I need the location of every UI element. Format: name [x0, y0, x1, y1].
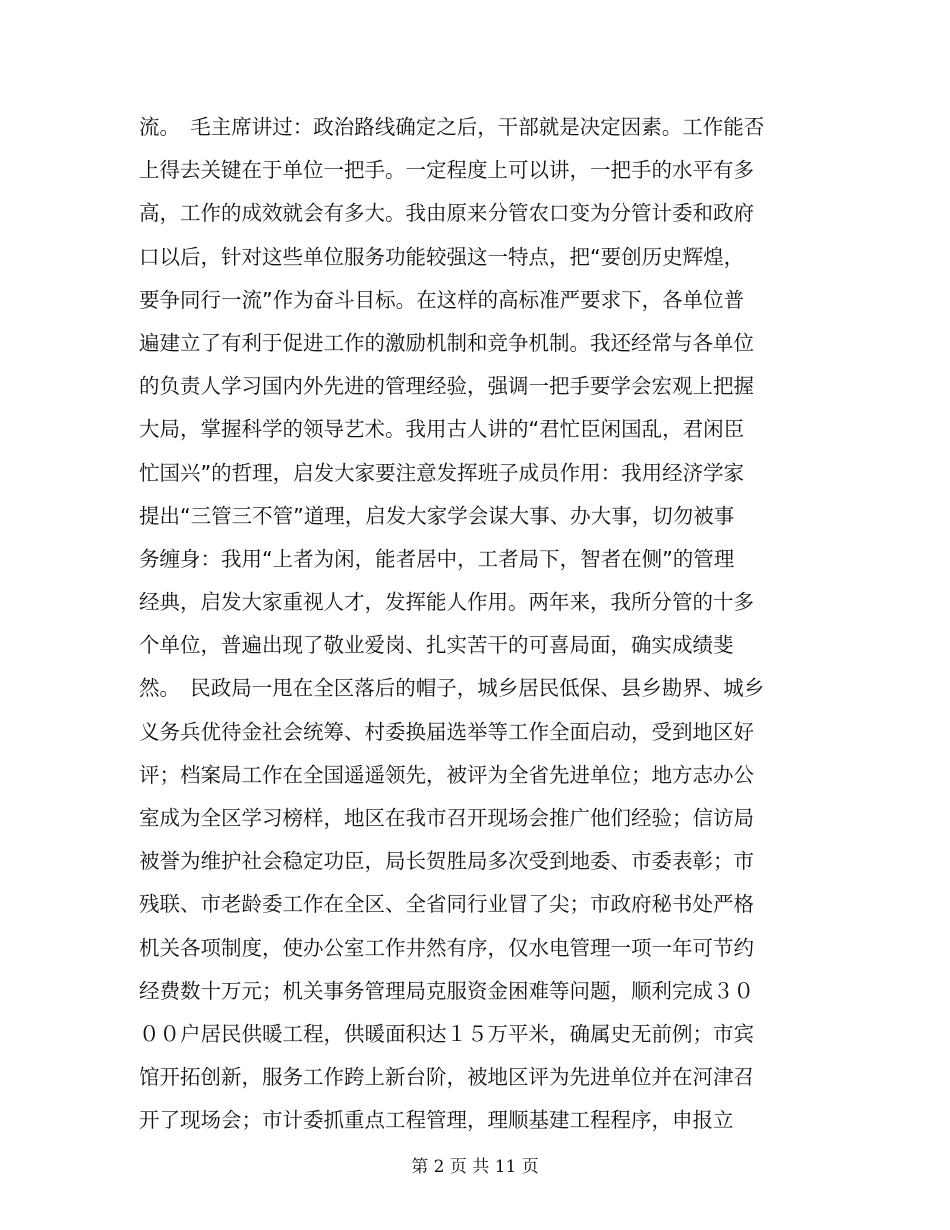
text-line: 然。 民政局一甩在全区落后的帽子，城乡居民低保、县乡勘界、城乡 [139, 676, 765, 701]
text-line: 室成为全区学习榜样，地区在我市召开现场会推广他们经验；信访局 [139, 806, 754, 830]
text-line: 经典，启发大家重视人才，发挥能人作用。两年来，我所分管的十多 [139, 590, 754, 615]
text-line: 忙国兴”的哲理，启发大家要注意发挥班子成员作用：我用经济学家 [139, 460, 745, 485]
text-line: 机关各项制度，使办公室工作井然有序，仅水电管理一项一年可节约 [139, 935, 754, 960]
text-line: 遍建立了有利于促进工作的激励机制和竞争机制。我还经常与各单位 [139, 330, 754, 355]
text-line: 高，工作的成效就会有多大。我由原来分管农口变为分管计委和政府 [139, 201, 754, 226]
text-line: 口以后，针对这些单位服务功能较强这一特点，把“要创历史辉煌， [139, 244, 745, 269]
text-line: 务缠身：我用“上者为闲，能者居中，工者局下，智者在侧”的管理 [139, 546, 735, 571]
text-line: 义务兵优待金社会统筹、村委换届选举等工作全面启动，受到地区好 [139, 719, 754, 744]
text-line: 要争同行一流”作为奋斗目标。在这样的高标准严要求下，各单位普 [139, 287, 745, 312]
text-line: 被誉为维护社会稳定功臣，局长贺胜局多次受到地委、市委表彰；市 [139, 849, 754, 874]
text-line: 大局，掌握科学的领导艺术。我用古人讲的“君忙臣闲国乱，君闲臣 [139, 417, 745, 442]
text-line: 流。 毛主席讲过：政治路线确定之后，干部就是决定因素。工作能否 [139, 115, 765, 139]
text-line: 馆开拓创新，服务工作跨上新台阶，被地区评为先进单位并在河津召 [139, 1065, 754, 1090]
body-text [139, 106, 779, 1143]
text-line: 开了现场会；市计委抓重点工程管理，理顺基建工程程序，申报立 [139, 1108, 734, 1133]
text-line: 残联、市老龄委工作在全区、全省同行业冒了尖；市政府秘书处严格 [139, 892, 754, 917]
text-line: 经费数十万元；机关事务管理局克服资金困难等问题，顺利完成３０ [139, 978, 754, 1003]
text-line: 评；档案局工作在全国遥遥领先，被评为全省先进单位；地方志办公 [139, 762, 754, 787]
page-number-footer: 第 2 页 共 11 页 [411, 1157, 539, 1177]
text-line: 的负责人学习国内外先进的管理经验，强调一把手要学会宏观上把握 [139, 374, 754, 399]
text-line: 上得去关键在于单位一把手。一定程度上可以讲，一把手的水平有多 [139, 158, 754, 183]
text-line: ００户居民供暖工程，供暖面积达１５万平米，确属史无前例；市宾 [139, 1021, 754, 1046]
text-line: 提出“三管三不管”道理，启发大家学会谋大事、办大事，切勿被事 [139, 503, 735, 528]
text-line: 个单位，普遍出现了敬业爱岗、扎实苦干的可喜局面，确实成绩斐 [139, 633, 734, 658]
